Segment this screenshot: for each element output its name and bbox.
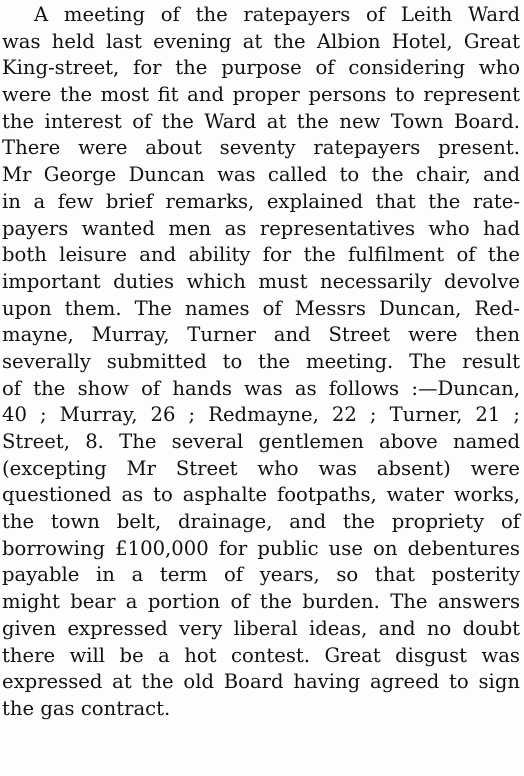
article-line: given expressed very liberal ideas, and no doubt <box>2 616 520 640</box>
article-line: in a few brief remarks, explained that the rate- <box>2 189 520 213</box>
article-line: severally submitted to the meeting. The result <box>2 349 520 373</box>
article-line: there will be a hot contest. Great disgust was <box>2 643 520 667</box>
article-line: mayne, Murray, Turner and Street were then <box>2 323 520 347</box>
article-line: 40 ; Murray, 26 ; Redmayne, 22 ; Turner, 21 ; <box>2 403 520 427</box>
article-line: Mr George Duncan was called to the chair, and <box>2 163 520 187</box>
article-line: important duties which must necessarily devolve <box>2 269 520 293</box>
article-line: Street, 8. The several gentlemen above named <box>2 430 520 453</box>
article-line: expressed at the old Board having agreed to sign <box>2 670 520 694</box>
article-line: might bear a portion of the burden. The answers <box>2 590 520 614</box>
article-line: payers wanted men as representatives who had <box>2 216 520 240</box>
article-line: the town belt, drainage, and the propriety of <box>2 510 520 534</box>
article-line: (excepting Mr Street who was absent) were <box>2 456 520 480</box>
article-line: upon them. The names of Messrs Duncan, Red- <box>2 296 520 320</box>
article-line: borrowing £100,000 for public use on debentures <box>2 536 520 560</box>
article-line: both leisure and ability for the fulfilment of the <box>2 243 520 267</box>
article-line: There were about seventy ratepayers present. <box>2 136 520 160</box>
article-line: questioned as to asphalte footpaths, water works, <box>2 483 520 507</box>
article-line: payable in a term of years, so that posterity <box>2 563 520 587</box>
article-line: was held last evening at the Albion Hotel, Great <box>2 29 520 53</box>
article-line: A meeting of the ratepayers of Leith Ward <box>34 3 520 26</box>
article-line: the gas contract. <box>2 696 171 720</box>
article-line: King-street, for the purpose of considering who <box>2 56 520 80</box>
article-line: of the show of hands was as follows :—Duncan, <box>2 376 520 400</box>
article-line: the interest of the Ward at the new Town Board. <box>2 109 520 133</box>
article-line: were the most fit and proper persons to represent <box>2 83 520 107</box>
article-column <box>2 2 520 723</box>
